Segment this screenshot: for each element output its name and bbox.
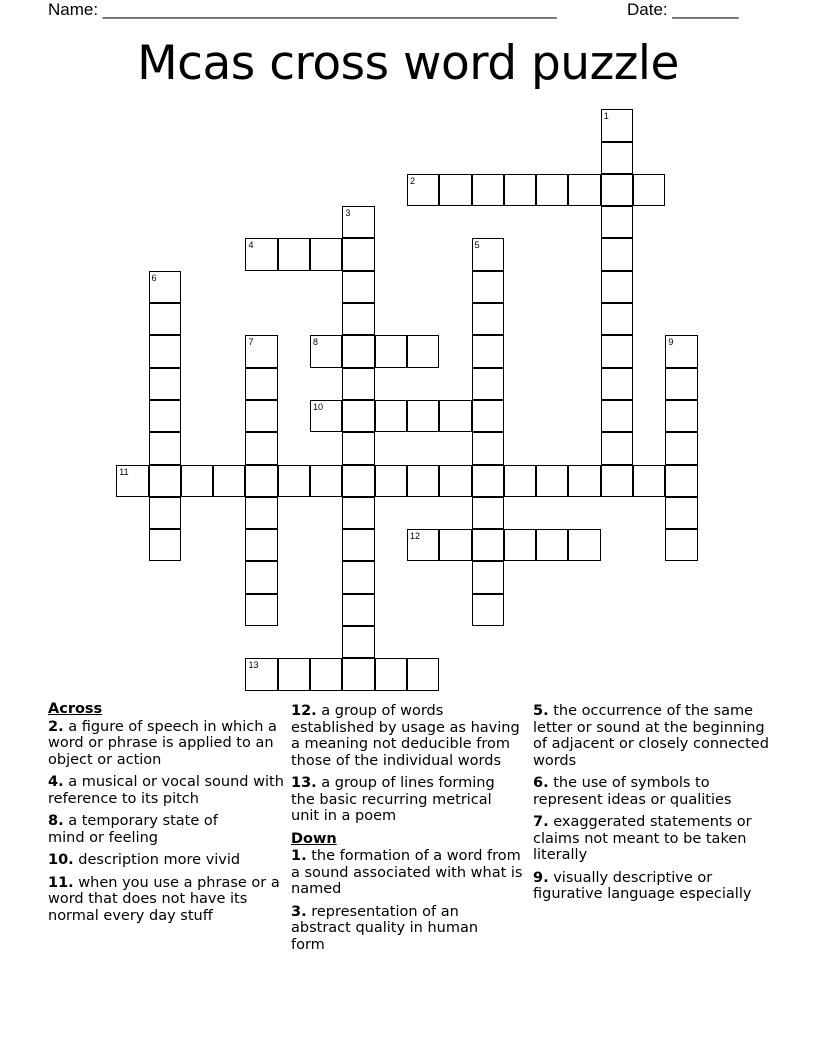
clue-down-9: 9. visually descriptive or figurative language especially: [533, 869, 752, 902]
grid-cell[interactable]: [439, 529, 471, 561]
grid-cell[interactable]: [245, 368, 277, 400]
grid-cell[interactable]: [601, 303, 633, 335]
grid-cell[interactable]: [213, 465, 245, 497]
grid-cell[interactable]: [665, 400, 697, 432]
grid-cell[interactable]: [149, 465, 181, 497]
grid-cell[interactable]: [601, 335, 633, 367]
grid-cell[interactable]: [375, 335, 407, 367]
grid-cell[interactable]: [375, 465, 407, 497]
clue-across-11: 11. when you use a phrase or a word that does not have its normal every day stuff: [48, 874, 280, 924]
grid-cell[interactable]: [536, 529, 568, 561]
grid-cell[interactable]: [665, 368, 697, 400]
grid-cell[interactable]: [504, 529, 536, 561]
grid-cell[interactable]: [504, 174, 536, 206]
clue-number: 10: [313, 401, 324, 412]
grid-cell[interactable]: [472, 594, 504, 626]
grid-cell[interactable]: [407, 335, 439, 367]
grid-cell[interactable]: [310, 238, 342, 270]
grid-cell[interactable]: [601, 238, 633, 270]
grid-cell[interactable]: [342, 432, 374, 464]
grid-cell[interactable]: [375, 400, 407, 432]
clues-column-1: [48, 701, 288, 930]
grid-cell[interactable]: [472, 335, 504, 367]
page-title: Mcas cross word puzzle: [137, 36, 679, 91]
grid-cell[interactable]: [504, 465, 536, 497]
grid-cell[interactable]: [568, 465, 600, 497]
clue-number: 6: [151, 272, 157, 283]
clue-across-13: 13. a group of lines forming the basic recurring metrical unit in a poem: [291, 775, 495, 824]
clue-number: 5: [474, 240, 480, 251]
grid-cell[interactable]: [665, 497, 697, 529]
down-heading: Down: [291, 830, 337, 847]
clue-number: 8: [313, 337, 319, 348]
clue-number: 1: [603, 111, 609, 122]
grid-cell[interactable]: [342, 335, 374, 367]
grid-cell[interactable]: [310, 465, 342, 497]
clue-down-7: 7. exaggerated statements or claims not meant to be taken literally: [533, 814, 752, 863]
grid-cell[interactable]: [310, 658, 342, 690]
grid-cell[interactable]: [310, 335, 342, 367]
grid-cell[interactable]: [601, 174, 633, 206]
grid-cell[interactable]: [149, 303, 181, 335]
clue-number: 2: [409, 175, 415, 186]
grid-cell[interactable]: [342, 368, 374, 400]
grid-cell[interactable]: [472, 529, 504, 561]
grid-cell[interactable]: [375, 658, 407, 690]
grid-cell[interactable]: [601, 432, 633, 464]
grid-cell[interactable]: [149, 335, 181, 367]
grid-cell[interactable]: [472, 465, 504, 497]
grid-cell[interactable]: [665, 529, 697, 561]
grid-cell[interactable]: [601, 109, 633, 141]
grid-cell[interactable]: [472, 432, 504, 464]
grid-cell[interactable]: [407, 658, 439, 690]
grid-cell[interactable]: [245, 497, 277, 529]
grid-cell[interactable]: [342, 465, 374, 497]
grid-cell[interactable]: [665, 465, 697, 497]
grid-cell[interactable]: [342, 303, 374, 335]
clue-down-6: 6. the use of symbols to represent ideas or qualities: [533, 775, 732, 808]
grid-cell[interactable]: [278, 658, 310, 690]
grid-cell[interactable]: [245, 400, 277, 432]
clue-across-2: 2. a figure of speech in which a word or phrase is applied to an object or action: [48, 718, 277, 768]
clue-number: 3: [345, 208, 351, 219]
clue-number: 12: [409, 531, 420, 542]
grid-cell[interactable]: [245, 529, 277, 561]
grid-cell[interactable]: [439, 400, 471, 432]
grid-cell[interactable]: [472, 561, 504, 593]
grid-cell[interactable]: [601, 400, 633, 432]
grid-cell[interactable]: [536, 174, 568, 206]
grid-cell[interactable]: [149, 368, 181, 400]
grid-cell[interactable]: [278, 465, 310, 497]
grid-cell[interactable]: [536, 465, 568, 497]
grid-cell[interactable]: [665, 432, 697, 464]
grid-cell[interactable]: [407, 529, 439, 561]
grid-cell[interactable]: [342, 271, 374, 303]
grid-cell[interactable]: [342, 529, 374, 561]
grid-cell[interactable]: [407, 174, 439, 206]
grid-cell[interactable]: [472, 400, 504, 432]
clue-across-12: 12. a group of words established by usage as having a meaning not deducible from those of the individual words: [291, 703, 520, 769]
clue-down-1: 1. the formation of a word from a sound associated with what is named: [291, 848, 523, 897]
grid-cell[interactable]: [278, 238, 310, 270]
across-heading: Across: [48, 701, 103, 717]
clue-across-8: 8. a temporary state of mind or feeling: [48, 813, 218, 846]
grid-cell[interactable]: [633, 465, 665, 497]
grid-cell[interactable]: [568, 529, 600, 561]
grid-cell[interactable]: [439, 174, 471, 206]
name-field[interactable]: Name: ________________________________________________: [48, 0, 557, 19]
grid-cell[interactable]: [181, 465, 213, 497]
grid-cell[interactable]: [310, 400, 342, 432]
clue-number: 13: [248, 660, 259, 671]
grid-cell[interactable]: [149, 497, 181, 529]
grid-cell[interactable]: [342, 626, 374, 658]
grid-cell[interactable]: [439, 465, 471, 497]
clue-across-4: 4. a musical or vocal sound with reference to its pitch: [48, 774, 284, 807]
grid-cell[interactable]: [601, 206, 633, 238]
clue-number: 7: [248, 337, 254, 348]
clues-column-3: [533, 703, 773, 909]
grid-cell[interactable]: [149, 271, 181, 303]
grid-cell[interactable]: [407, 400, 439, 432]
clue-across-10: 10. description more vivid: [48, 852, 241, 868]
clues-column-2: [291, 703, 531, 959]
grid-cell[interactable]: [245, 335, 277, 367]
clue-down-3: 3. representation of an abstract quality in human form: [291, 903, 479, 953]
grid-cell[interactable]: [149, 400, 181, 432]
grid-cell[interactable]: [245, 561, 277, 593]
clue-number: 4: [248, 240, 254, 251]
grid-cell[interactable]: [245, 432, 277, 464]
grid-cell[interactable]: [149, 529, 181, 561]
grid-cell[interactable]: [472, 368, 504, 400]
clue-number: 9: [668, 337, 674, 348]
grid-cell[interactable]: [342, 206, 374, 238]
grid-cell[interactable]: [601, 271, 633, 303]
grid-cell[interactable]: [245, 465, 277, 497]
clue-down-5: 5. the occurrence of the same letter or sound at the beginning of adjacent or closely connected words: [533, 703, 769, 769]
grid-cell[interactable]: [665, 335, 697, 367]
grid-cell[interactable]: [472, 497, 504, 529]
grid-cell[interactable]: [633, 174, 665, 206]
grid-cell[interactable]: [245, 658, 277, 690]
grid-cell[interactable]: [342, 400, 374, 432]
clue-number: 11: [119, 466, 129, 477]
grid-cell[interactable]: [472, 271, 504, 303]
grid-cell[interactable]: [342, 497, 374, 529]
grid-cell[interactable]: [342, 594, 374, 626]
grid-cell[interactable]: [245, 238, 277, 270]
grid-cell[interactable]: [342, 238, 374, 270]
grid-cell[interactable]: [116, 465, 148, 497]
grid-cell[interactable]: [601, 368, 633, 400]
grid-cell[interactable]: [407, 465, 439, 497]
grid-cell[interactable]: [342, 658, 374, 690]
grid-cell[interactable]: [342, 561, 374, 593]
grid-cell[interactable]: [601, 142, 633, 174]
grid-cell[interactable]: [472, 238, 504, 270]
grid-cell[interactable]: [601, 465, 633, 497]
grid-cell[interactable]: [568, 174, 600, 206]
date-field[interactable]: Date: _______: [627, 0, 739, 19]
grid-cell[interactable]: [472, 303, 504, 335]
grid-cell[interactable]: [245, 594, 277, 626]
grid-cell[interactable]: [472, 174, 504, 206]
grid-cell[interactable]: [149, 432, 181, 464]
